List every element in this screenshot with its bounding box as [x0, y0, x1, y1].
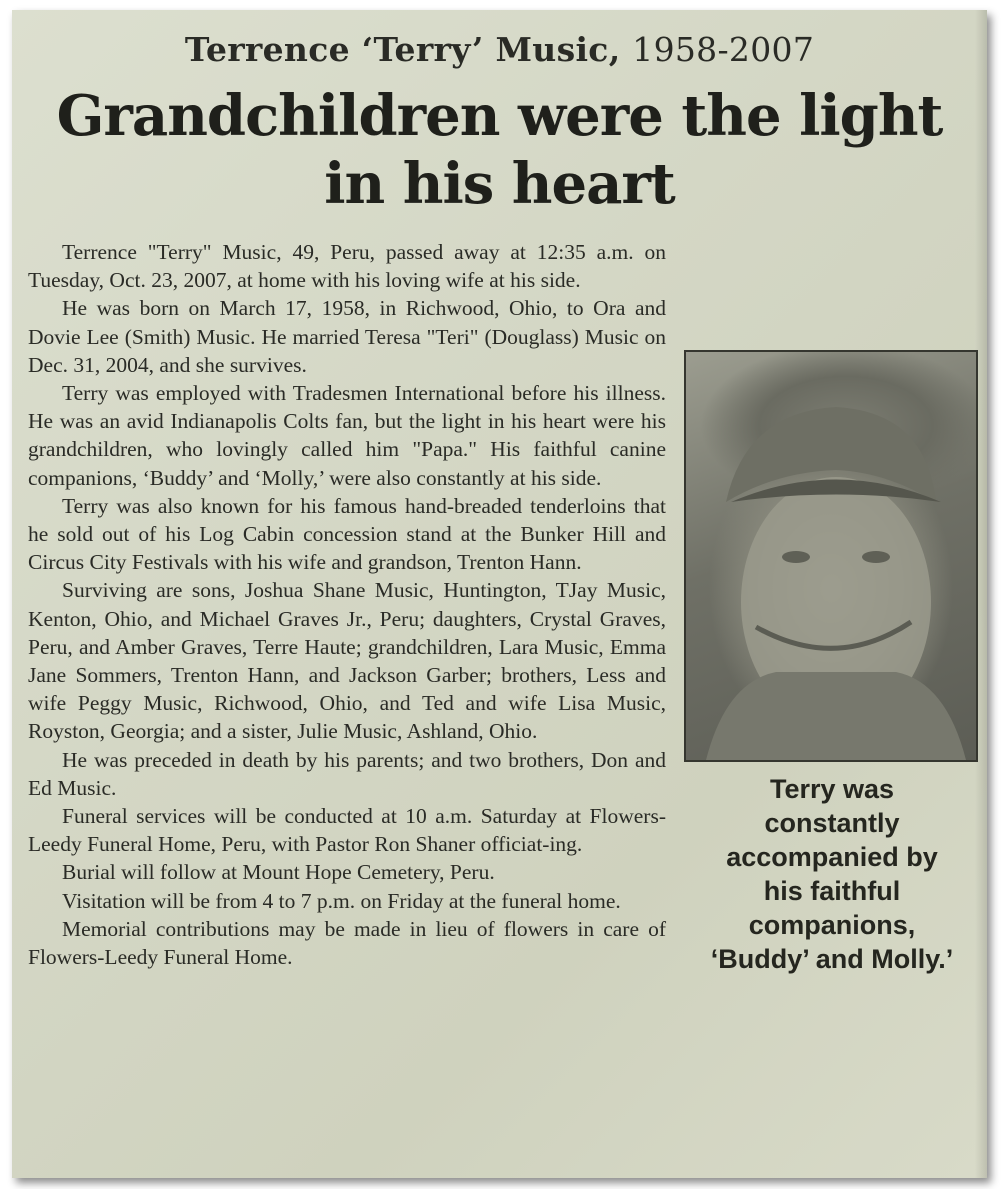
paragraph-funeral: Funeral services will be conducted at 10 a.m. Saturday at Flowers-Leedy Funeral Home, Peru, with Pastor Ron Shaner officiat-ing.	[28, 804, 666, 857]
paragraph-preceded: He was preceded in death by his parents; and two brothers, Don and Ed Music.	[28, 747, 666, 800]
paragraph-death-notice: Terrence "Terry" Music, 49, Peru, passed away at 12:35 a.m. on Tuesday, Oct. 23, 2007, at home with his loving wife at his side.	[28, 240, 666, 293]
photo-caption	[692, 772, 972, 976]
obituary-kicker	[12, 30, 987, 69]
caption-line: his faithful	[763, 876, 901, 906]
kicker-years: 1958-2007	[632, 30, 815, 69]
portrait-illustration	[686, 352, 976, 760]
headline-line-1: Grandchildren were the light	[56, 83, 943, 149]
caption-line: accompanied by	[726, 842, 938, 872]
paragraph-memorial: Memorial contributions may be made in lieu of flowers in care of Flowers-Leedy Funeral Home.	[28, 916, 666, 970]
headline-line-2: in his heart	[324, 151, 675, 217]
headline	[12, 82, 987, 218]
paragraph-employment: Terry was employed with Tradesmen International before his illness. He was an avid Indianapolis Colts fan, but the light in his heart were his grandchildren, who lovingly called him "Papa." His faithful canine companions, ‘Buddy’ and ‘Molly,’ were also constantly at his side.	[28, 381, 666, 490]
paragraph-visitation: Visitation will be from 4 to 7 p.m. on Friday at the funeral home.	[62, 888, 621, 913]
newspaper-clipping	[12, 10, 987, 1178]
paragraph-birth-marriage: He was born on March 17, 1958, in Richwood, Ohio, to Ora and Dovie Lee (Smith) Music. He married Teresa "Teri" (Douglass) Music on Dec. 31, 2004, and she survives.	[28, 296, 666, 377]
paragraph-burial: Burial will follow at Mount Hope Cemetery, Peru.	[62, 860, 495, 885]
caption-line: ‘Buddy’ and Molly.’	[710, 944, 954, 974]
caption-line: Terry was	[769, 774, 895, 804]
paragraph-tenderloins: Terry was also known for his famous hand-breaded tenderloins that he sold out of his Log Cabin concession stand at the Bunker Hill and Circus City Festivals with his wife and grandson, Trenton Hann.	[28, 493, 666, 575]
caption-line: companions,	[748, 910, 916, 940]
caption-line: constantly	[764, 808, 900, 838]
portrait-photo	[684, 350, 978, 762]
paragraph-survivors: Surviving are sons, Joshua Shane Music, Huntington, TJay Music, Kenton, Ohio, and Michael Graves Jr., Peru; daughters, Crystal Graves, Peru, and Amber Graves, Terre Haute; grandchildren, Lara Music, Emma Jane Sommers, Trenton Hann, and Jackson Garber; brothers, Less and wife Peggy Music, Richwood, Ohio, and Ted and wife Lisa Music, Royston, Georgia; and a sister, Julie Music, Ashland, Ohio.	[28, 578, 666, 744]
kicker-name: Terrence ‘Terry’ Music,	[184, 30, 621, 69]
